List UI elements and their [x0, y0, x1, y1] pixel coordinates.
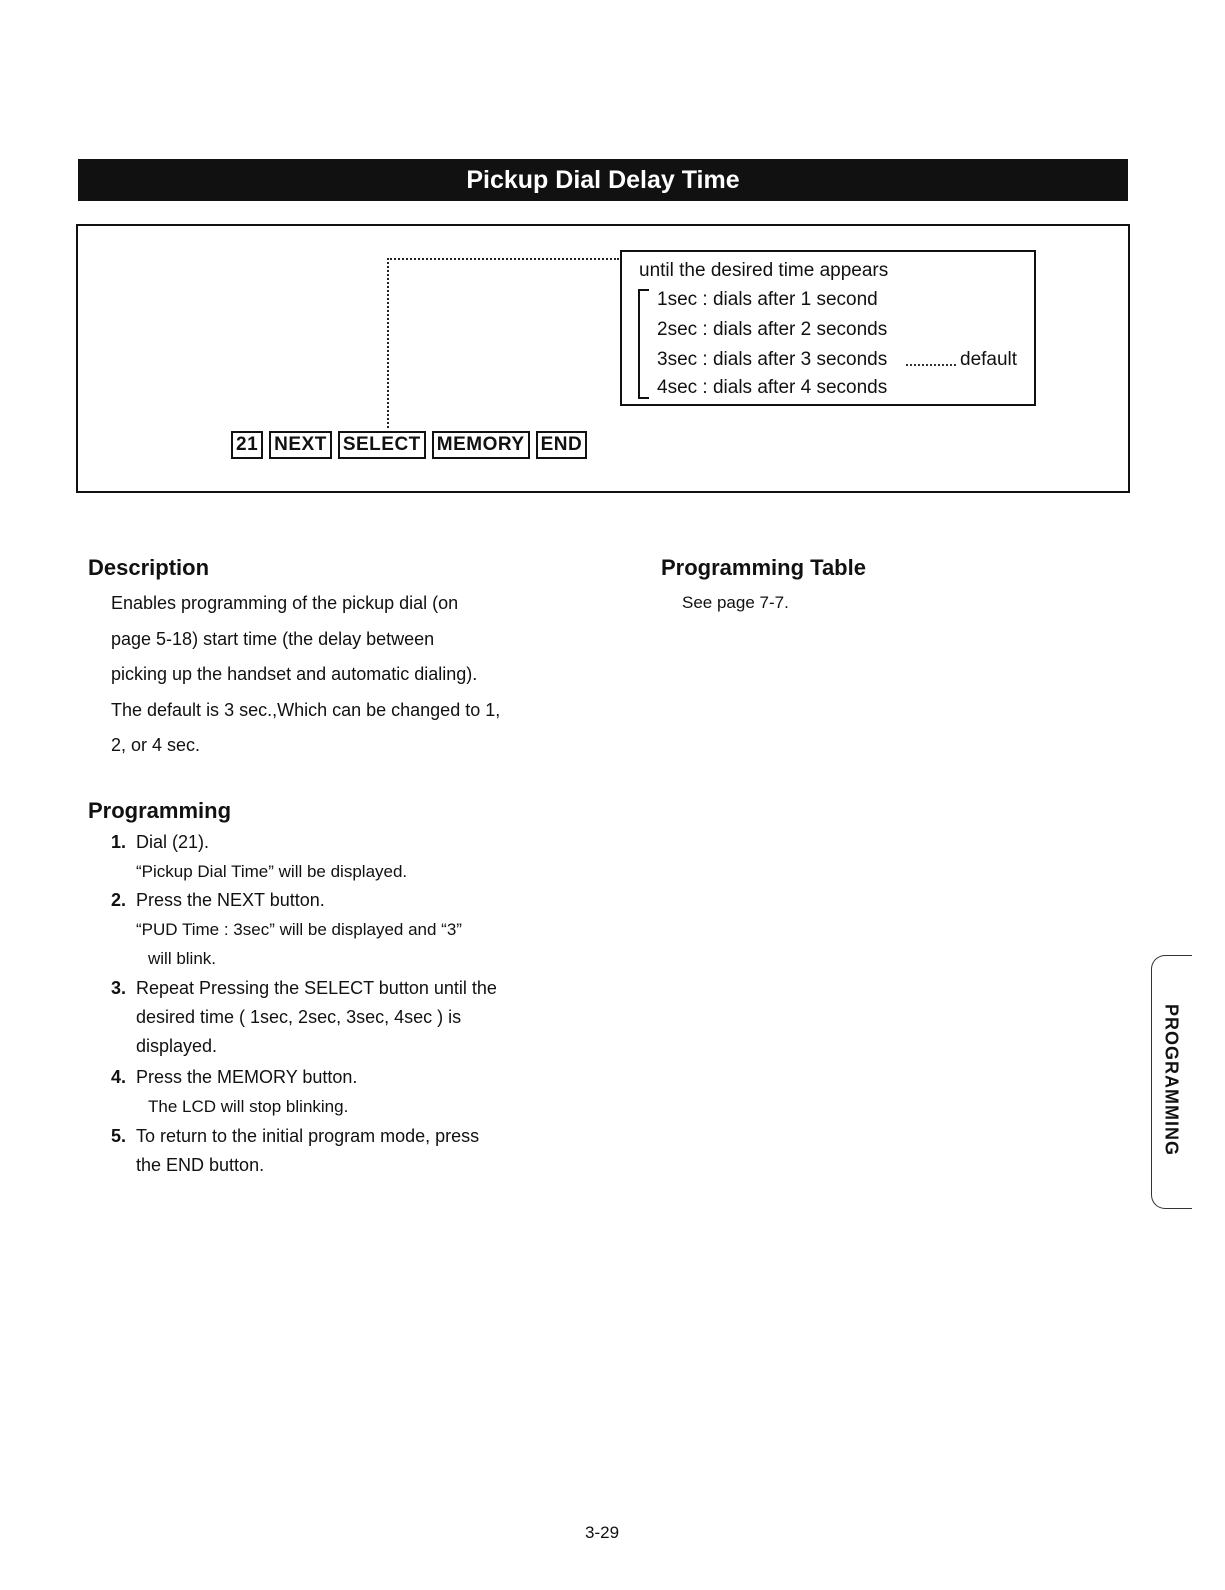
- option-2sec: 2sec : dials after 2 seconds: [657, 319, 888, 340]
- key-end: END: [536, 431, 588, 459]
- step-1: 1. Dial (21).: [111, 832, 210, 852]
- description-line: 2, or 4 sec.: [111, 735, 201, 755]
- page-number: 3-29: [585, 1523, 620, 1542]
- description-heading: Description: [88, 555, 210, 580]
- step-2-result: “PUD Time : 3sec” will be displayed and “3”: [136, 920, 462, 939]
- step-3-line: desired time ( 1sec, 2sec, 3sec, 4sec ) is: [136, 1007, 462, 1027]
- programming-table-heading: Programming Table: [661, 555, 866, 580]
- options-heading: until the desired time appears: [639, 260, 889, 281]
- time-options-box: [620, 250, 1036, 406]
- dotted-connector-vertical: [387, 258, 389, 428]
- key-memory: MEMORY: [432, 431, 530, 459]
- dotted-connector-horizontal: [387, 258, 619, 260]
- step-2-result: will blink.: [148, 949, 217, 968]
- step-4-result: The LCD will stop blinking.: [148, 1097, 349, 1116]
- option-3sec: 3sec : dials after 3 seconds: [657, 349, 888, 370]
- programming-table-reference: See page 7-7.: [682, 593, 789, 612]
- description-line: picking up the handset and automatic dialing).: [111, 664, 478, 684]
- key-21: 21: [231, 431, 263, 459]
- option-1sec: 1sec : dials after 1 second: [657, 289, 878, 310]
- programming-heading: Programming: [88, 798, 232, 823]
- description-line: Enables programming of the pickup dial (on: [111, 593, 459, 613]
- description-text: [111, 586, 571, 764]
- step-3: 3. Repeat Pressing the SELECT button until the: [111, 978, 497, 998]
- key-select: SELECT: [338, 431, 426, 459]
- key-next: NEXT: [269, 431, 332, 459]
- step-5: 5. To return to the initial program mode, press: [111, 1126, 480, 1146]
- section-tab-label: PROGRAMMING: [1161, 1004, 1182, 1156]
- description-line: The default is 3 sec.,Which can be changed to 1,: [111, 699, 501, 720]
- key-sequence-diagram: [76, 224, 1130, 493]
- description-line: page 5-18) start time (the delay between: [111, 628, 435, 649]
- step-5-line: the END button.: [136, 1155, 265, 1175]
- option-4sec: 4sec : dials after 4 seconds: [657, 377, 888, 398]
- step-1-result: “Pickup Dial Time” will be displayed.: [136, 862, 408, 881]
- key-sequence: [231, 431, 587, 459]
- options-bracket: [638, 289, 649, 399]
- step-4: 4. Press the MEMORY button.: [111, 1067, 358, 1087]
- default-label: default: [960, 349, 1018, 370]
- default-leader: [906, 364, 956, 366]
- step-2: 2. Press the NEXT button.: [111, 890, 325, 910]
- step-3-line: displayed.: [136, 1036, 218, 1056]
- page-title: Pickup Dial Delay Time: [78, 159, 1128, 201]
